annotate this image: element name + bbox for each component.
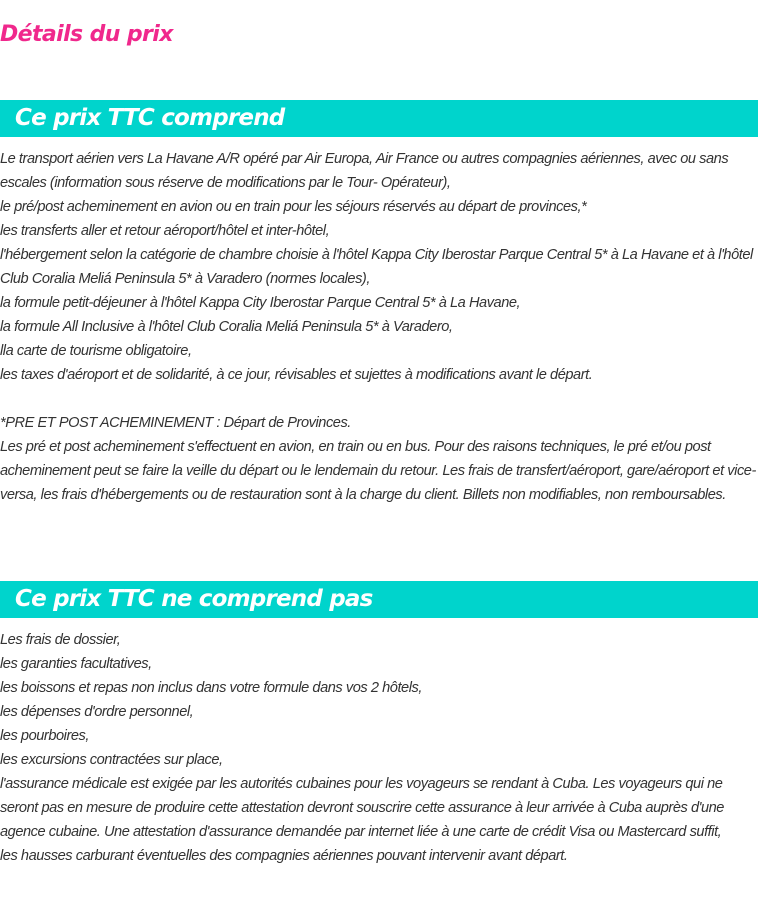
list-item: les excursions contractées sur place, <box>0 752 223 768</box>
list-item: la formule petit-déjeuner à l'hôtel Kappa City Iberostar Parque Central 5* à La Havane, <box>0 295 521 311</box>
list-item: les taxes d'aéroport et de solidarité, à ce jour, révisables et sujettes à modifications avant le départ. <box>0 367 593 383</box>
spacer <box>0 387 758 411</box>
note-text: Les pré et post acheminement s'effectuent en avion, en train ou en bus. Pour des raisons techniques, le pré et/ou post acheminement peut se faire la veille du départ ou le lendemain du retour. Les frais de transfert/aéroport, gare/aéroport et vice-versa, les frais d'hébergements ou de restauration sont à la charge du client. Billets non modifiables, non remboursables. <box>0 439 756 503</box>
list-item: les dépenses d'ordre personnel, <box>0 704 194 720</box>
section-header-includes <box>0 100 758 137</box>
list-item: les hausses carburant éventuelles des compagnies aériennes pouvant intervenir avant départ. <box>0 848 568 864</box>
excludes-heading: Ce prix TTC ne comprend pas <box>15 586 373 612</box>
list-item: les boissons et repas non inclus dans votre formule dans vos 2 hôtels, <box>0 680 422 696</box>
list-item: Le transport aérien vers La Havane A/R opéré par Air Europa, Air France ou autres compagnies aériennes, avec ou sans escales (information sous réserve de modifications par le Tour- Opérateur), <box>0 151 729 191</box>
list-item: lla carte de tourisme obligatoire, <box>0 343 192 359</box>
includes-list <box>0 147 758 507</box>
page-title: Détails du prix <box>0 22 173 47</box>
includes-heading: Ce prix TTC comprend <box>15 105 285 131</box>
note-title: *PRE ET POST ACHEMINEMENT : Départ de Provinces. <box>0 415 351 431</box>
list-item: l'assurance médicale est exigée par les autorités cubaines pour les voyageurs se rendant à Cuba. Les voyageurs qui ne seront pas en mesure de produire cette attestation devront souscrire cette assurance à leur arrivée à Cuba auprès d'une agence cubaine. Une attestation d'assurance demandée par internet liée à une carte de crédit Visa ou Mastercard suffit, <box>0 776 724 840</box>
list-item: Les frais de dossier, <box>0 632 121 648</box>
list-item: l'hébergement selon la catégorie de chambre choisie à l'hôtel Kappa City Iberostar Parque Central 5* à La Havane et à l'hôtel Club Coralia Meliá Peninsula 5* à Varadero (normes locales), <box>0 247 753 287</box>
list-item: les transferts aller et retour aéroport/hôtel et inter-hôtel, <box>0 223 330 239</box>
section-header-excludes <box>0 581 758 618</box>
list-item: les garanties facultatives, <box>0 656 152 672</box>
list-item: les pourboires, <box>0 728 89 744</box>
list-item: la formule All Inclusive à l'hôtel Club Coralia Meliá Peninsula 5* à Varadero, <box>0 319 453 335</box>
list-item: le pré/post acheminement en avion ou en train pour les séjours réservés au départ de provinces,* <box>0 199 587 215</box>
excludes-list <box>0 628 758 868</box>
